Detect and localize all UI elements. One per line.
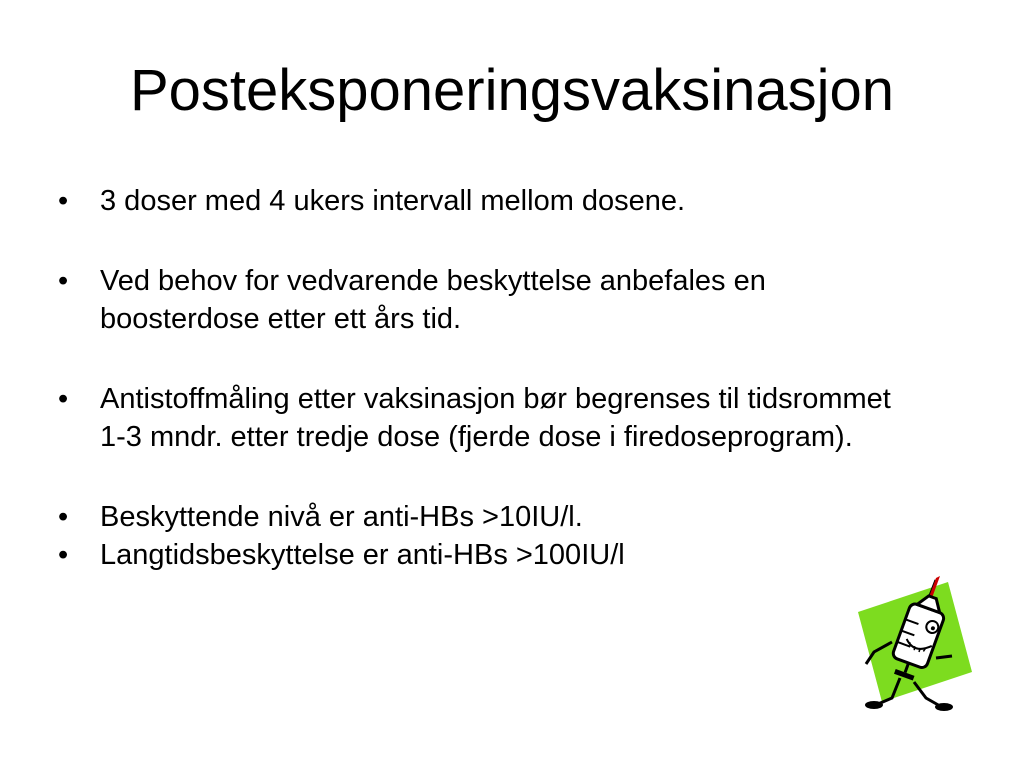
- bullet-item: [58, 182, 908, 220]
- bullet-list: [58, 182, 908, 574]
- bullet-text: Antistoffmåling etter vaksinasjon bør begrenses til tidsrommet 1-3 mndr. etter tredje dose (fjerde dose i firedoseprogram).: [100, 383, 891, 453]
- bullet-marker: •: [58, 185, 69, 217]
- syringe-cartoon-icon: [852, 572, 976, 714]
- bullet-text: Ved behov for vedvarende beskyttelse anbefales en boosterdose etter ett års tid.: [100, 265, 766, 335]
- bullet-marker: •: [58, 539, 69, 571]
- bullet-text: Langtidsbeskyttelse er anti-HBs >100IU/l: [100, 539, 625, 571]
- bullet-marker: •: [58, 265, 69, 297]
- slide-title: Posteksponeringsvaksinasjon: [129, 58, 895, 123]
- bullet-marker: •: [58, 501, 69, 533]
- bullet-item: [58, 380, 908, 456]
- bullet-item: [58, 262, 908, 338]
- bullet-text: 3 doser med 4 ukers intervall mellom dosene.: [100, 185, 686, 217]
- bullet-item: [58, 498, 908, 536]
- bullet-item: [58, 536, 908, 574]
- clipart-arm-right: [936, 656, 952, 658]
- clipart-foot-right: [935, 703, 953, 711]
- bullet-marker: •: [58, 383, 69, 415]
- clipart-foot-left: [865, 701, 883, 709]
- bullet-text: Beskyttende nivå er anti-HBs >10IU/l.: [100, 501, 583, 533]
